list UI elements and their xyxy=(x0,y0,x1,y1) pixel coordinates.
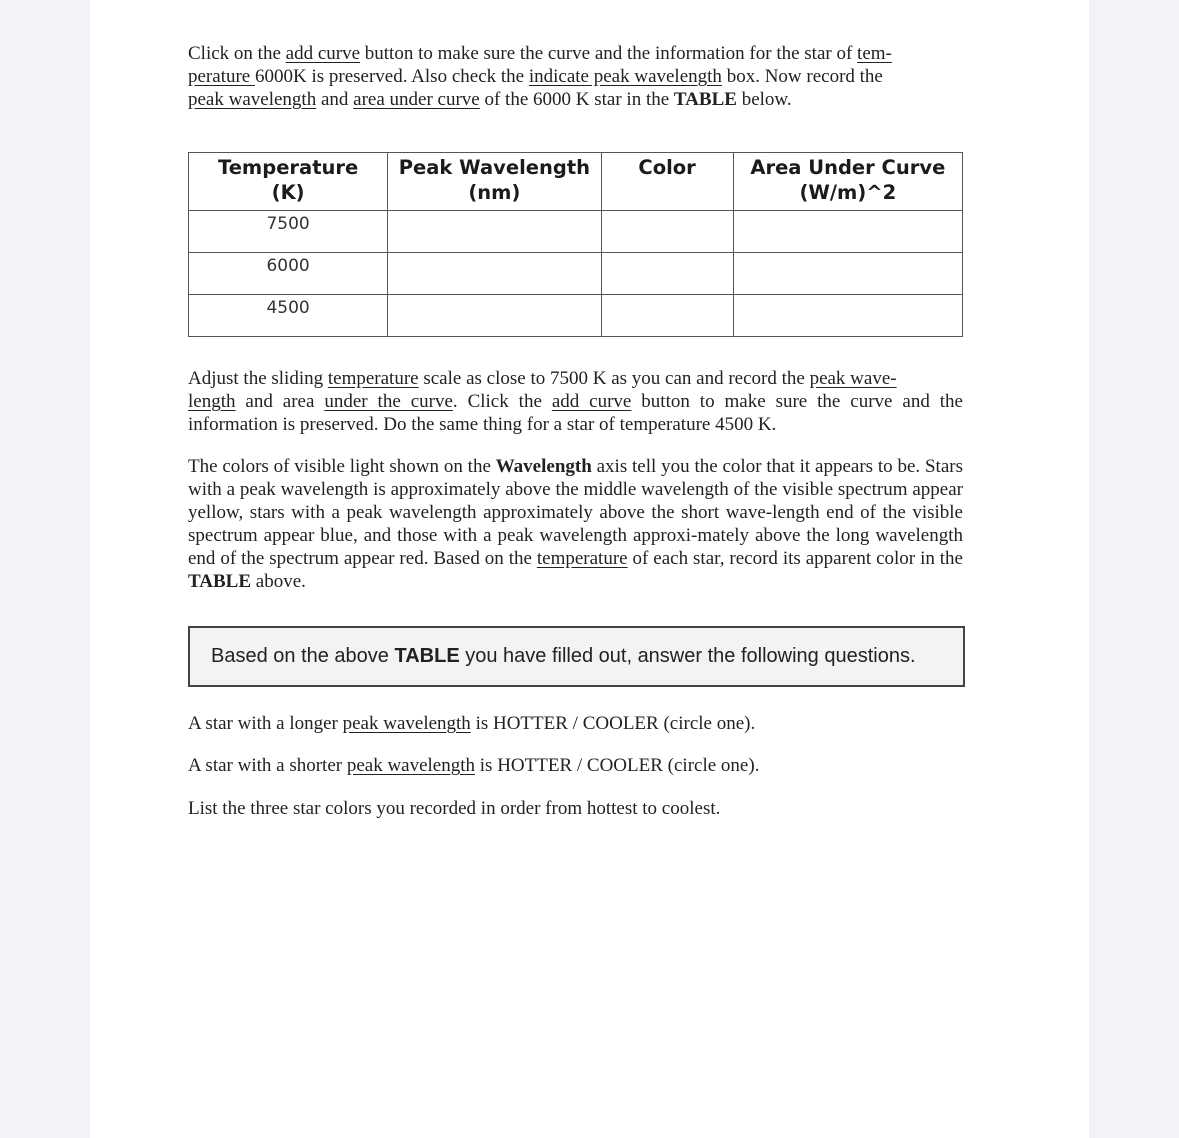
bold-table: TABLE xyxy=(188,571,252,592)
cell-color[interactable] xyxy=(601,253,733,295)
cell-color[interactable] xyxy=(601,295,733,337)
table-header-row xyxy=(189,153,963,211)
header-temperature: Temperature (K) xyxy=(189,153,388,211)
term-temperature: perature xyxy=(188,66,255,87)
cell-peak[interactable] xyxy=(388,253,601,295)
intro-text: of the 6000 K star in the xyxy=(479,89,674,110)
cell-temp: 7500 xyxy=(189,211,388,253)
term-peak-wavelength: peak wave- xyxy=(809,368,897,389)
intro-text: and xyxy=(316,89,354,110)
data-table xyxy=(188,152,963,337)
cell-color[interactable] xyxy=(601,211,733,253)
header-area-under-curve: Area Under Curve (W/m)^2 xyxy=(733,153,962,211)
cell-area[interactable] xyxy=(733,253,962,295)
cell-temp: 4500 xyxy=(189,295,388,337)
cell-temp: 6000 xyxy=(189,253,388,295)
term-temperature: temperature xyxy=(536,548,628,569)
intro-text: box. Now record the xyxy=(721,66,883,87)
adjust-paragraph: Adjust the sliding temperature scale as close to 7500 K as you can and record the peak wave- length and area under the curve. Click the add curve button to make sure the curve and the information is preserved. Do the same thing for a star of temperature 4500 K. xyxy=(188,368,963,435)
term-add-curve: add curve xyxy=(551,391,632,412)
term-area-under-curve: area under curve xyxy=(353,89,480,110)
question-shorter-peak: A star with a shorter peak wavelength is HOTTER / COOLER (circle one). xyxy=(188,755,760,776)
intro-text: below. xyxy=(736,89,792,110)
cell-peak[interactable] xyxy=(388,295,601,337)
bold-wavelength: Wavelength xyxy=(495,456,592,477)
term-temperature: temperature xyxy=(327,368,419,389)
cell-peak[interactable] xyxy=(388,211,601,253)
bold-table: TABLE xyxy=(673,89,737,110)
table-row xyxy=(189,295,963,337)
intro-text: button to make sure the curve and the information for the star of xyxy=(360,43,858,64)
question-list-colors: List the three star colors you recorded in order from hottest to coolest. xyxy=(188,798,721,819)
header-peak-wavelength: Peak Wavelength (nm) xyxy=(388,153,601,211)
table-row xyxy=(189,211,963,253)
term-add-curve: add curve xyxy=(285,43,361,64)
intro-text: 6000K is preserved. Also check the xyxy=(254,66,529,87)
cell-area[interactable] xyxy=(733,211,962,253)
cell-area[interactable] xyxy=(733,295,962,337)
term-peak-wavelength: peak wavelength xyxy=(342,713,471,734)
term-peak-wavelength: peak wavelength xyxy=(346,755,476,776)
document-content xyxy=(188,42,963,819)
term-peak-wavelength: peak wavelength xyxy=(188,89,317,110)
header-color: Color xyxy=(601,153,733,211)
intro-text: Click on the xyxy=(188,43,286,64)
document-page xyxy=(90,0,1089,1138)
term-indicate-peak-wavelength: indicate peak wavelength xyxy=(528,66,722,87)
term-peak-wavelength: length xyxy=(188,391,236,412)
question-longer-peak: A star with a longer peak wavelength is HOTTER / COOLER (circle one). xyxy=(188,713,756,734)
intro-paragraph xyxy=(188,42,963,111)
instruction-callout-box: Based on the above TABLE you have filled out, answer the following questions. xyxy=(188,626,965,687)
colors-paragraph: The colors of visible light shown on the Wavelength axis tell you the color that it appears to be. Stars with a peak wavelength is approximately above the middle wavelength of the visible spectrum appear yellow, stars with a peak wavelength approximately above the short wave-length end of the visible spectrum appear blue, and those with a peak wavelength approxi-mately above the long wavelength end of the spectrum appear red. Based on the temperature of each star, record its apparent color in the TABLE above. xyxy=(188,456,963,592)
term-temperature: tem- xyxy=(857,43,892,64)
term-under-the-curve: under the curve xyxy=(324,391,453,412)
table-row xyxy=(189,253,963,295)
